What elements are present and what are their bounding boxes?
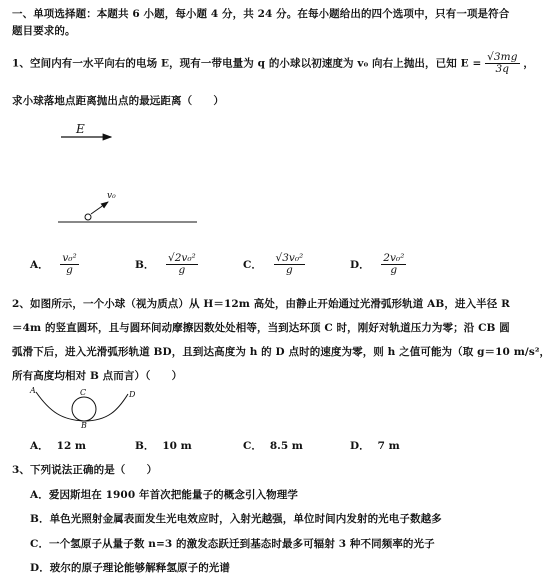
q2-stem-line1: 2、如图所示，一个小球（视为质点）从 H＝12m 高处，由静止开始通过光滑弧形轨道 AB，进入半径 R bbox=[12, 298, 510, 310]
q2-option-d-text: 7 m bbox=[377, 440, 400, 452]
q2-option-d[interactable] bbox=[350, 438, 400, 453]
track-bd bbox=[84, 394, 128, 421]
q3-option-d[interactable]: D．玻尔的原子理论能够解释氢原子的光谱 bbox=[30, 562, 231, 574]
q2-option-c-text: 8.5 m bbox=[269, 440, 303, 452]
q1-option-c-numerator: √3v₀² bbox=[275, 252, 304, 264]
q1-option-b-denominator: g bbox=[178, 264, 186, 277]
q2-option-a-label: A． bbox=[30, 440, 49, 452]
q1-stem-text: 1、空间内有一水平向右的电场 E，现有一带电量为 q 的小球以初速度为 v₀ 向右上抛出，已知 E = bbox=[12, 57, 482, 70]
q2-option-c[interactable] bbox=[243, 438, 303, 453]
q3-stem: 3、下列说法正确的是（ ） bbox=[12, 464, 158, 476]
q1-option-c-denominator: g bbox=[286, 264, 293, 277]
q1-option-a-label: A． bbox=[30, 258, 49, 271]
q1-option-d-numerator: 2v₀² bbox=[383, 252, 405, 264]
q1-option-a-denominator: g bbox=[66, 264, 73, 277]
q2-option-d-label: D． bbox=[350, 440, 370, 452]
q1-option-c-label: C． bbox=[243, 258, 262, 271]
q2-option-b-label: B． bbox=[135, 440, 155, 452]
q1-e-fraction-numerator: √3mg bbox=[487, 51, 518, 63]
point-d-label: D bbox=[129, 390, 136, 399]
track-ab bbox=[36, 392, 84, 421]
q3-option-a[interactable]: A．爱因斯坦在 1900 年首次把能量子的概念引入物理学 bbox=[30, 489, 298, 501]
q1-option-d-denominator: g bbox=[390, 264, 398, 277]
q1-option-a-numerator: v₀² bbox=[62, 252, 77, 264]
q1-e-fraction-denominator: 3q bbox=[495, 63, 510, 76]
q2-stem-line2: ＝4m 的竖直圆环，且与圆环间动摩擦因数处处相等，当到达环顶 C 时，刚好对轨道压力为零；沿 CB 圆 bbox=[12, 322, 510, 334]
q1-option-b-numerator: √2v₀² bbox=[168, 252, 196, 264]
q1-option-d-label: D． bbox=[350, 258, 370, 271]
vertical-loop bbox=[72, 397, 96, 421]
q1-stem-end: ， bbox=[523, 57, 534, 70]
velocity-label: v₀ bbox=[107, 191, 116, 201]
q3-option-b[interactable]: B．单色光照射金属表面发生光电效应时，入射光越强，单位时间内发射的光电子数越多 bbox=[30, 513, 442, 525]
point-b-label: B bbox=[81, 421, 87, 430]
section-header-line1: 一、单项选择题：本题共 6 小题，每小题 4 分，共 24 分。在每小题给出的四个选项中，只有一项是符合 bbox=[12, 8, 510, 20]
q2-option-b[interactable] bbox=[135, 438, 192, 453]
field-label-e: E bbox=[76, 122, 85, 136]
point-c-label: C bbox=[80, 388, 87, 397]
q1-stem-line2: 求小球落地点距离抛出点的最远距离（ ） bbox=[12, 95, 224, 107]
q2-stem-line3: 弧滑下后，进入光滑弧形轨道 BD，且到达高度为 h 的 D 点时的速度为零，则 h 之值可能为（取 g＝10 m/s²， bbox=[12, 346, 551, 358]
q2-option-a-text: 12 m bbox=[56, 440, 87, 452]
q2-option-b-text: 10 m bbox=[162, 440, 192, 452]
q1-option-b-label: B． bbox=[135, 258, 155, 271]
section-header-line2: 题目要求的。 bbox=[12, 25, 76, 37]
q2-option-c-label: C． bbox=[243, 440, 262, 452]
q2-option-a[interactable] bbox=[30, 438, 86, 453]
point-a-label: A bbox=[30, 386, 36, 395]
q2-stem-line4: 所有高度均相对 B 点而言）（ ） bbox=[12, 370, 183, 382]
q3-option-c[interactable]: C．一个氢原子从量子数 n=3 的激发态跃迁到基态时最多可辐射 3 种不同频率的光子 bbox=[30, 538, 435, 550]
